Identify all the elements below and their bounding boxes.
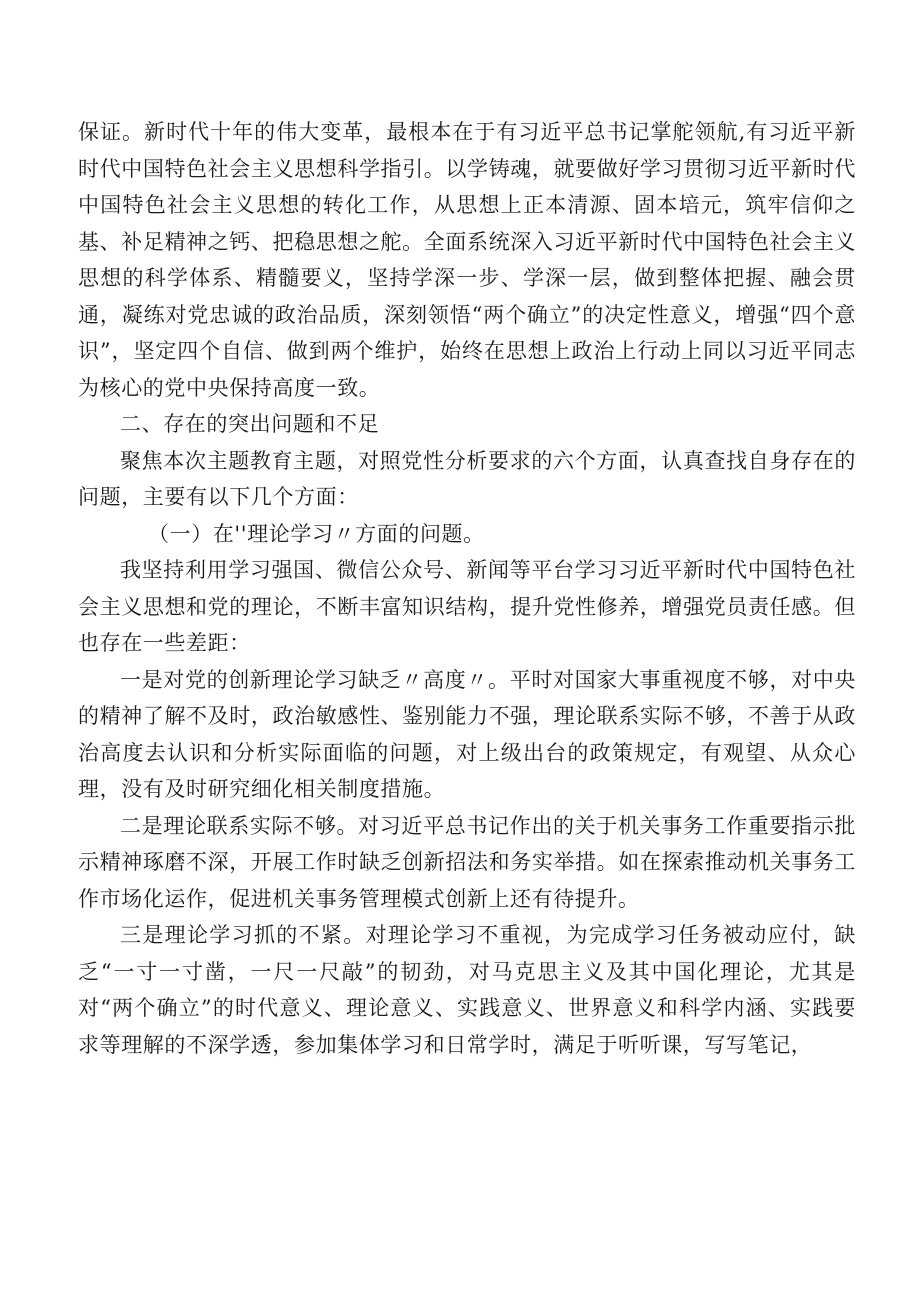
section-heading-problems: 二、存在的突出问题和不足: [120, 412, 380, 436]
paragraph-intro-continued: 保证。新时代十年的伟大变革，最根本在于有习近平总书记掌舵领航,有习近平新时代中国特色社会主义思想科学指引。以学铸魂，就要做好学习贯彻习近平新时代中国特色社会主义思想的转化工作，从思想上正本清源、固本培元，筑牢信仰之基、补足精神之钙、把稳思想之舵。全面系统深入习近平新时代中国特色社会主义思想的科学体系、精髓要义，坚持学深一步、学深一层，做到整体把握、融会贯通，凝练对党忠诚的政治品质，深刻领悟“两个确立”的决定性意义，增强“四个意识”，坚定四个自信、做到两个维护，始终在思想上政治上行动上同以习近平同志为核心的党中央保持高度一致。: [78, 120, 856, 400]
subsection-heading-theory-study: （一）在''理论学习〃方面的问题。: [148, 521, 485, 546]
paragraph-point-one: 一是对党的创新理论学习缺乏〃高度〃。平时对国家大事重视度不够，对中央的精神了解不及时，政治敏感性、鉴别能力不强，理论联系实际不够，不善于从政治高度去认识和分析实际面临的问题，对上级出台的政策规定，有观望、从众心理，没有及时研究细化相关制度措施。: [78, 667, 856, 801]
paragraph-point-two: 二是理论联系实际不够。对习近平总书记作出的关于机关事务工作重要指示批示精神琢磨不深，开展工作时缺乏创新招法和务实举措。如在探索推动机关事务工作市场化运作，促进机关事务管理模式创新上还有待提升。: [78, 813, 856, 911]
paragraph-point-three: 三是理论学习抓的不紧。对理论学习不重视，为完成学习任务被动应付，缺乏“一寸一寸凿，一尺一尺敲”的韧劲，对马克思主义及其中国化理论，尤其是对“两个确立”的时代意义、理论意义、实践意义、世界意义和科学内涵、实践要求等理解的不深学透，参加集体学习和日常学时，满足于听听课，写写笔记，: [78, 923, 856, 1057]
paragraph-theory-study-summary: 我坚持利用学习强国、微信公众号、新闻等平台学习习近平新时代中国特色社会主义思想和党的理论，不断丰富知识结构，提升党性修养，增强党员责任感。但也存在一些差距：: [78, 558, 856, 655]
document-body: [78, 114, 856, 1063]
paragraph-problems-intro: 聚焦本次主题教育主题，对照党性分析要求的六个方面，认真查找自身存在的问题，主要有以下几个方面：: [78, 448, 856, 509]
